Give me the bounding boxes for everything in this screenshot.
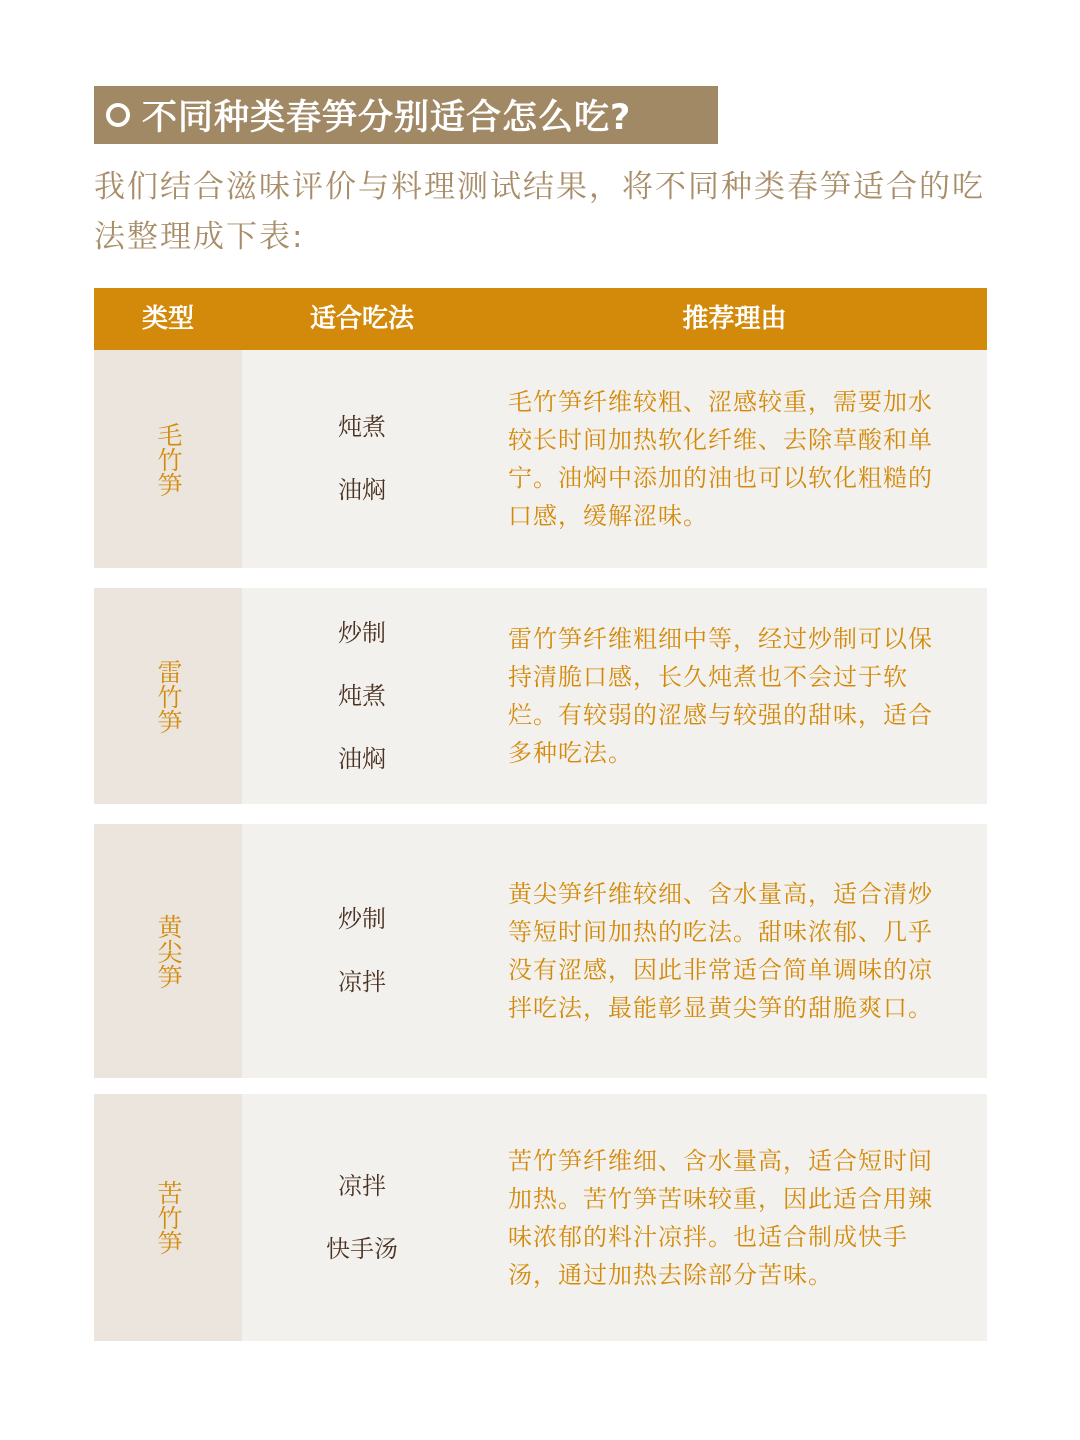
method-item: 炖煮 — [338, 681, 386, 710]
table-row — [94, 1094, 987, 1341]
method-cell — [242, 350, 482, 568]
type-cell — [94, 824, 242, 1078]
reason-text: 苦竹笋纤维细、含水量高，适合短时间加热。苦竹笋苦味较重，因此适合用辣味浓郁的料汁凉拌。也适合制成快手汤，通过加热去除部分苦味。 — [508, 1146, 933, 1289]
reason-cell — [508, 350, 948, 568]
header-type: 类型 — [141, 304, 194, 334]
header-reason: 推荐理由 — [682, 304, 787, 334]
type-label: 黄尖笋 — [154, 913, 183, 989]
method-item: 快手汤 — [326, 1234, 398, 1263]
method-cell — [242, 824, 482, 1078]
section-title: 不同种类春笋分别适合怎么吃? — [142, 98, 632, 138]
type-cell — [94, 1094, 242, 1341]
type-cell — [94, 588, 242, 804]
intro-paragraph: 我们结合滋味评价与料理测试结果，将不同种类春笋适合的吃法整理成下表: — [94, 169, 985, 255]
method-item: 油焖 — [338, 744, 386, 773]
type-label: 苦竹笋 — [154, 1180, 183, 1255]
type-label: 毛竹笋 — [154, 421, 183, 497]
circle-icon — [106, 103, 130, 127]
table-row — [94, 588, 987, 804]
method-item: 炖煮 — [338, 413, 386, 441]
table-row — [94, 350, 987, 568]
method-item: 炒制 — [338, 905, 386, 933]
method-cell — [242, 1094, 482, 1341]
method-item: 炒制 — [338, 618, 386, 647]
method-item: 凉拌 — [338, 968, 386, 996]
reason-text: 毛竹笋纤维较粗、涩感较重，需要加水较长时间加热软化纤维、去除草酸和单宁。油焖中添加的油也可以软化粗糙的口感，缓解涩味。 — [508, 388, 933, 530]
section-title-bar — [94, 86, 718, 144]
type-cell — [94, 350, 242, 568]
method-item: 油焖 — [338, 476, 386, 504]
method-item: 凉拌 — [338, 1171, 386, 1200]
table-row — [94, 824, 987, 1078]
reason-cell — [508, 824, 948, 1078]
header-method: 适合吃法 — [309, 304, 414, 334]
table-header — [94, 288, 987, 350]
reason-cell — [508, 1094, 948, 1341]
reason-text: 黄尖笋纤维较细、含水量高，适合清炒等短时间加热的吃法。甜味浓郁、几乎没有涩感，因此非常适合简单调味的凉拌吃法，最能彰显黄尖笋的甜脆爽口。 — [508, 880, 933, 1022]
reason-text: 雷竹笋纤维粗细中等，经过炒制可以保持清脆口感，长久炖煮也不会过于软烂。有较弱的涩感与较强的甜味，适合多种吃法。 — [508, 625, 933, 767]
method-cell — [242, 588, 482, 804]
reason-cell — [508, 588, 948, 804]
type-label: 雷竹笋 — [154, 658, 183, 734]
